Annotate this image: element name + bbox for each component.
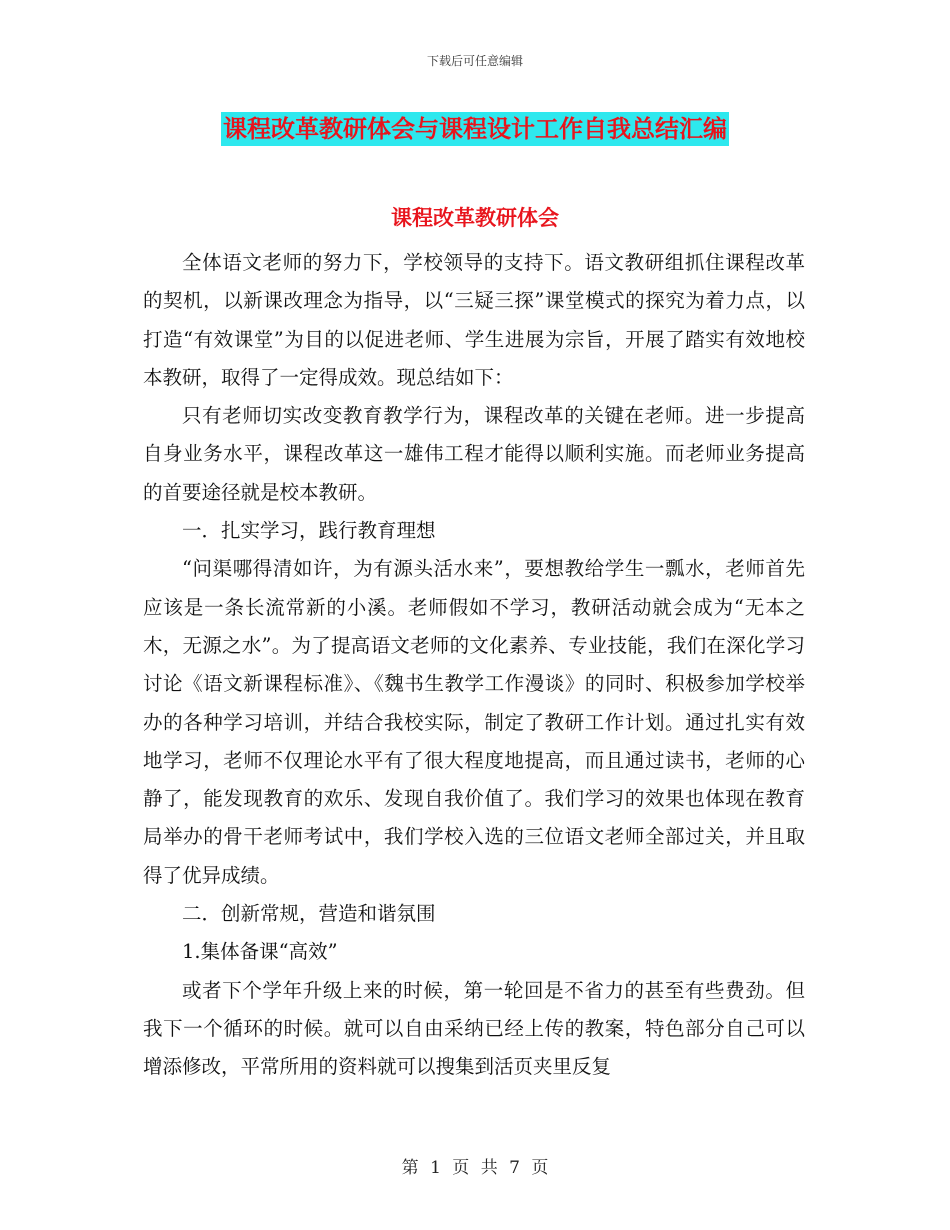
subheading-collective-prep: 1.集体备课“高效” xyxy=(182,940,338,964)
heading-innovation: 二．创新常规，营造和谐氛围 xyxy=(182,902,436,926)
paragraph-study: “问渠哪得清如许，为有源头活水来”，要想教给学生一瓢水，老师首先应该是一条长流常新的小溪。老师假如不学习，教研活动就会成为“无本之木，无源之水”。为了提高语文老师的文化素养、专业技能，我们在深化学习讨论《语文新课程标准》、《魏书生教学工作漫谈》的同时、积极参加学校举办的各种学习培训，并结合我校实际，制定了教研工作计划。通过扎实有效地学习，老师不仅理论水平有了很大程度地提高，而且通过读书，老师的心静了，能发现教育的欢乐、发现自我价值了。我们学习的效果也体现在教育局举办的骨干老师考试中，我们学校入选的三位语文老师全部过关，并且取得了优异成绩。 xyxy=(143,557,805,887)
header-note: 下载后可任意编辑 xyxy=(426,54,523,68)
paragraph-collective-prep: 或者下个学年升级上来的时候，第一轮回是不省力的甚至有些费劲。但我下一个循环的时候。就可以自由采纳已经上传的教案，特色部分自己可以增添修改，平常所用的资料就可以搜集到活页夹里反复 xyxy=(143,978,805,1079)
paragraph-intro: 全体语文老师的努力下，学校领导的支持下。语文教研组抓住课程改革的契机，以新课改理念为指导，以“三疑三探”课堂模式的探究为着力点，以打造“有效课堂”为目的以促进老师、学生进展为宗旨，开展了踏实有效地校本教研，取得了一定得成效。现总结如下： xyxy=(143,251,805,389)
heading-study: 一．扎实学习，践行教育理想 xyxy=(182,519,436,543)
section-title: 课程改革教研体会 xyxy=(391,205,559,230)
document-title: 课程改革教研体会与课程设计工作自我总结汇编 xyxy=(221,112,729,146)
paragraph-key-teacher: 只有老师切实改变教育教学行为，课程改革的关键在老师。进一步提高自身业务水平，课程改革这一雄伟工程才能得以顺利实施。而老师业务提高的首要途径就是校本教研。 xyxy=(143,404,805,504)
page-footer: 第 1 页 共 7 页 xyxy=(401,1158,549,1178)
document-body xyxy=(143,244,805,1087)
